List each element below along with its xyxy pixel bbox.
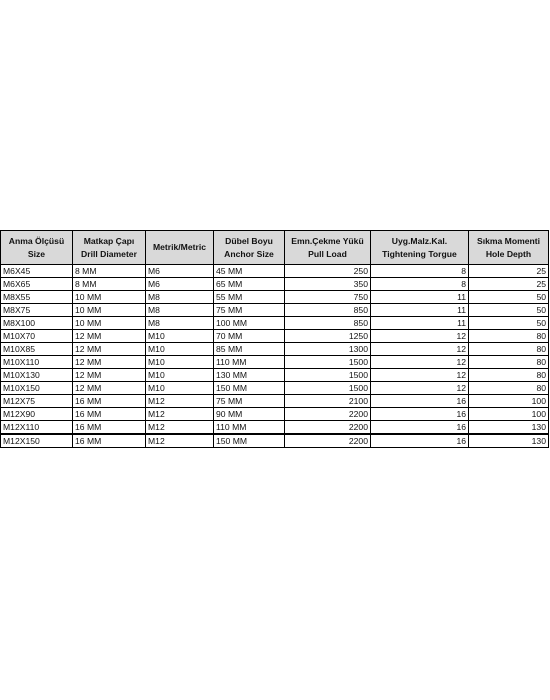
cell-pull-load: 850 bbox=[285, 317, 371, 330]
cell-hole-depth: 80 bbox=[469, 382, 549, 395]
header-label-line: Metrik/Metric bbox=[152, 242, 206, 252]
header-tightening-torque bbox=[371, 231, 469, 265]
cell-drill-diameter: 8 MM bbox=[73, 278, 146, 291]
anchor-spec-table-container bbox=[0, 230, 548, 448]
cell-tightening-torque: 12 bbox=[371, 382, 469, 395]
cell-metric: M6 bbox=[146, 265, 214, 278]
cell-hole-depth: 100 bbox=[469, 395, 549, 408]
cell-tightening-torque: 12 bbox=[371, 330, 469, 343]
header-label-line: Dübel Boyu bbox=[225, 235, 273, 246]
cell-pull-load: 1500 bbox=[285, 369, 371, 382]
cell-tightening-torque: 16 bbox=[371, 434, 469, 448]
cell-hole-depth: 80 bbox=[469, 330, 549, 343]
cell-drill-diameter: 12 MM bbox=[73, 356, 146, 369]
cell-metric: M12 bbox=[146, 395, 214, 408]
cell-drill-diameter: 16 MM bbox=[73, 395, 146, 408]
cell-pull-load: 2200 bbox=[285, 421, 371, 435]
cell-drill-diameter: 10 MM bbox=[73, 304, 146, 317]
cell-hole-depth: 25 bbox=[469, 265, 549, 278]
cell-anchor-size: 110 MM bbox=[214, 356, 285, 369]
cell-metric: M8 bbox=[146, 304, 214, 317]
cell-drill-diameter: 10 MM bbox=[73, 317, 146, 330]
cell-drill-diameter: 12 MM bbox=[73, 330, 146, 343]
table-row bbox=[1, 330, 549, 343]
cell-pull-load: 1250 bbox=[285, 330, 371, 343]
cell-pull-load: 1500 bbox=[285, 356, 371, 369]
cell-size: M10X85 bbox=[1, 343, 73, 356]
cell-pull-load: 350 bbox=[285, 278, 371, 291]
cell-tightening-torque: 8 bbox=[371, 265, 469, 278]
header-label-line: Matkap Çapı bbox=[83, 235, 135, 246]
cell-size: M12X75 bbox=[1, 395, 73, 408]
cell-size: M6X65 bbox=[1, 278, 73, 291]
header-hole-depth bbox=[469, 231, 549, 265]
table-row bbox=[1, 265, 549, 278]
header-drill-diameter bbox=[73, 231, 146, 265]
cell-hole-depth: 80 bbox=[469, 356, 549, 369]
table-row bbox=[1, 434, 549, 448]
cell-anchor-size: 150 MM bbox=[214, 382, 285, 395]
header-pull-load bbox=[285, 231, 371, 265]
cell-tightening-torque: 16 bbox=[371, 395, 469, 408]
header-label-line: Anchor Size bbox=[224, 248, 274, 259]
anchor-spec-table bbox=[0, 230, 549, 448]
cell-metric: M10 bbox=[146, 369, 214, 382]
cell-metric: M10 bbox=[146, 343, 214, 356]
cell-drill-diameter: 10 MM bbox=[73, 291, 146, 304]
cell-size: M12X90 bbox=[1, 408, 73, 421]
cell-tightening-torque: 16 bbox=[371, 408, 469, 421]
table-row bbox=[1, 343, 549, 356]
cell-drill-diameter: 12 MM bbox=[73, 369, 146, 382]
cell-size: M8X100 bbox=[1, 317, 73, 330]
cell-tightening-torque: 16 bbox=[371, 421, 469, 435]
table-row bbox=[1, 304, 549, 317]
cell-hole-depth: 130 bbox=[469, 421, 549, 435]
cell-anchor-size: 110 MM bbox=[214, 421, 285, 435]
cell-pull-load: 250 bbox=[285, 265, 371, 278]
cell-metric: M10 bbox=[146, 356, 214, 369]
cell-metric: M12 bbox=[146, 421, 214, 435]
cell-size: M10X110 bbox=[1, 356, 73, 369]
cell-drill-diameter: 16 MM bbox=[73, 421, 146, 435]
cell-hole-depth: 50 bbox=[469, 317, 549, 330]
cell-pull-load: 2200 bbox=[285, 408, 371, 421]
cell-size: M8X75 bbox=[1, 304, 73, 317]
cell-size: M10X70 bbox=[1, 330, 73, 343]
header-label-line: Pull Load bbox=[308, 248, 347, 259]
cell-metric: M6 bbox=[146, 278, 214, 291]
cell-anchor-size: 130 MM bbox=[214, 369, 285, 382]
cell-metric: M12 bbox=[146, 408, 214, 421]
cell-tightening-torque: 11 bbox=[371, 304, 469, 317]
table-row bbox=[1, 356, 549, 369]
cell-drill-diameter: 12 MM bbox=[73, 382, 146, 395]
cell-metric: M8 bbox=[146, 291, 214, 304]
cell-pull-load: 750 bbox=[285, 291, 371, 304]
table-row bbox=[1, 291, 549, 304]
cell-anchor-size: 55 MM bbox=[214, 291, 285, 304]
header-metric bbox=[146, 231, 214, 265]
cell-hole-depth: 100 bbox=[469, 408, 549, 421]
cell-pull-load: 1500 bbox=[285, 382, 371, 395]
cell-hole-depth: 50 bbox=[469, 291, 549, 304]
cell-tightening-torque: 12 bbox=[371, 343, 469, 356]
header-label-line: Emn.Çekme Yükü bbox=[291, 235, 364, 246]
cell-metric: M8 bbox=[146, 317, 214, 330]
cell-pull-load: 1300 bbox=[285, 343, 371, 356]
cell-anchor-size: 75 MM bbox=[214, 304, 285, 317]
cell-metric: M10 bbox=[146, 382, 214, 395]
cell-anchor-size: 150 MM bbox=[214, 434, 285, 448]
table-row bbox=[1, 382, 549, 395]
table-row bbox=[1, 421, 549, 435]
table-row bbox=[1, 369, 549, 382]
cell-hole-depth: 130 bbox=[469, 434, 549, 448]
cell-pull-load: 2100 bbox=[285, 395, 371, 408]
table-row bbox=[1, 408, 549, 421]
cell-size: M10X150 bbox=[1, 382, 73, 395]
header-label-line: Tightening Torgue bbox=[382, 248, 457, 259]
header-label-line: Size bbox=[27, 248, 46, 259]
cell-hole-depth: 50 bbox=[469, 304, 549, 317]
cell-metric: M10 bbox=[146, 330, 214, 343]
cell-hole-depth: 25 bbox=[469, 278, 549, 291]
header-row bbox=[1, 231, 549, 265]
cell-size: M6X45 bbox=[1, 265, 73, 278]
cell-pull-load: 2200 bbox=[285, 434, 371, 448]
cell-tightening-torque: 12 bbox=[371, 356, 469, 369]
cell-anchor-size: 100 MM bbox=[214, 317, 285, 330]
cell-drill-diameter: 8 MM bbox=[73, 265, 146, 278]
cell-tightening-torque: 11 bbox=[371, 317, 469, 330]
header-anchor-size bbox=[214, 231, 285, 265]
cell-drill-diameter: 16 MM bbox=[73, 408, 146, 421]
cell-size: M12X150 bbox=[1, 434, 73, 448]
cell-drill-diameter: 16 MM bbox=[73, 434, 146, 448]
header-label-line: Uyg.Malz.Kal. bbox=[391, 235, 448, 246]
cell-tightening-torque: 11 bbox=[371, 291, 469, 304]
cell-hole-depth: 80 bbox=[469, 369, 549, 382]
header-size bbox=[1, 231, 73, 265]
table-body bbox=[1, 265, 549, 448]
header-label-line: Hole Depth bbox=[485, 248, 532, 259]
header-label-line: Drill Diameter bbox=[81, 248, 137, 259]
table-row bbox=[1, 278, 549, 291]
table-row bbox=[1, 317, 549, 330]
cell-anchor-size: 90 MM bbox=[214, 408, 285, 421]
cell-anchor-size: 75 MM bbox=[214, 395, 285, 408]
cell-metric: M12 bbox=[146, 434, 214, 448]
header-label-line: Anma Ölçüsü bbox=[8, 235, 65, 246]
table-row bbox=[1, 395, 549, 408]
cell-hole-depth: 80 bbox=[469, 343, 549, 356]
cell-size: M12X110 bbox=[1, 421, 73, 435]
header-label-line: Sıkma Momenti bbox=[476, 235, 541, 246]
cell-tightening-torque: 12 bbox=[371, 369, 469, 382]
cell-size: M8X55 bbox=[1, 291, 73, 304]
cell-anchor-size: 70 MM bbox=[214, 330, 285, 343]
cell-pull-load: 850 bbox=[285, 304, 371, 317]
cell-size: M10X130 bbox=[1, 369, 73, 382]
cell-anchor-size: 45 MM bbox=[214, 265, 285, 278]
cell-drill-diameter: 12 MM bbox=[73, 343, 146, 356]
cell-anchor-size: 85 MM bbox=[214, 343, 285, 356]
cell-anchor-size: 65 MM bbox=[214, 278, 285, 291]
cell-tightening-torque: 8 bbox=[371, 278, 469, 291]
